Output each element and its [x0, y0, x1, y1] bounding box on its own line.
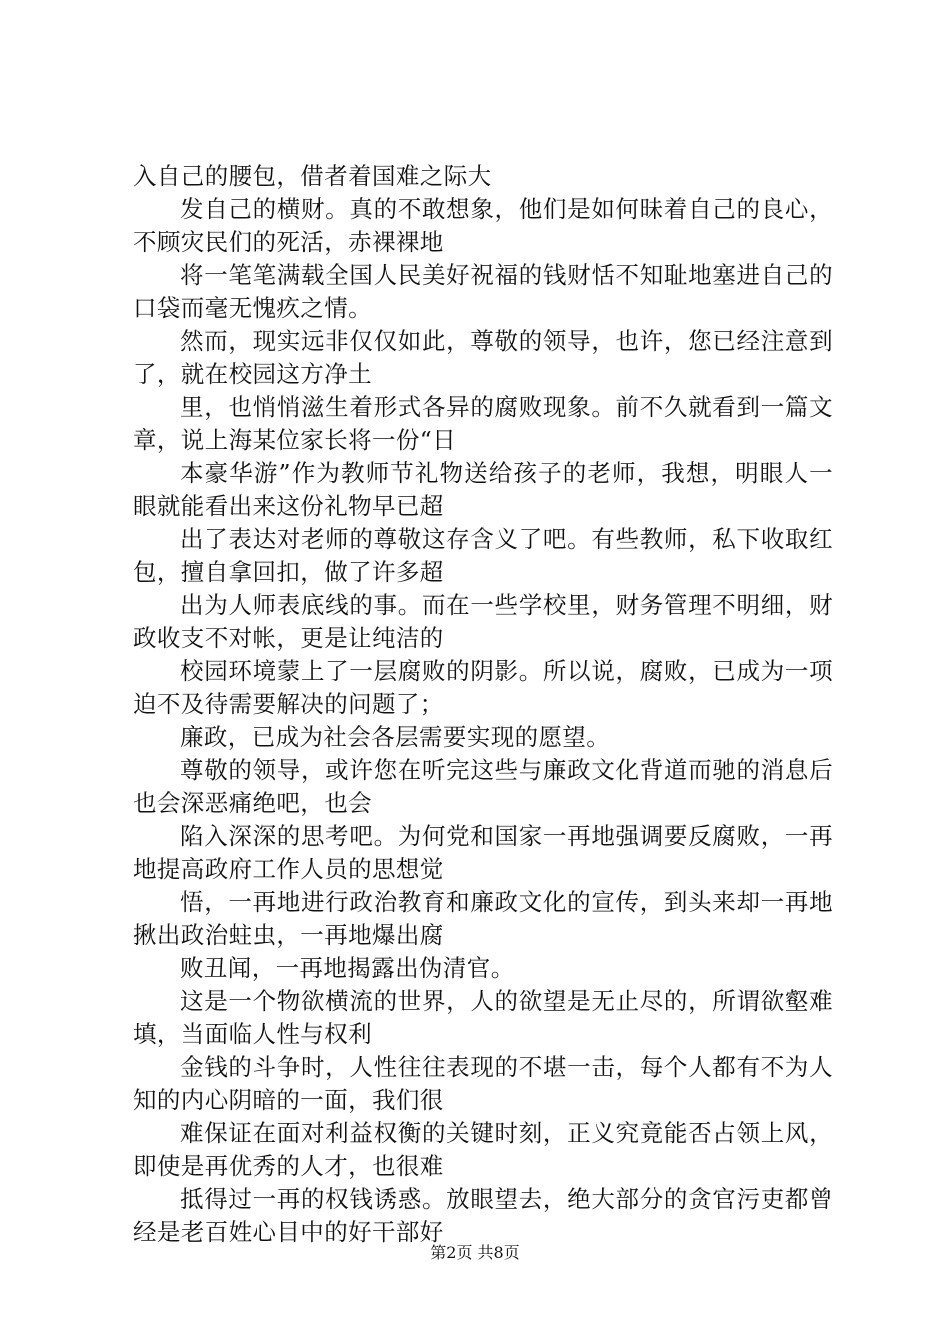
paragraph: 败丑闻，一再地揭露出伪清官。	[180, 954, 515, 982]
paragraph: 这是一个物欲横流的世界，人的欲望是无止尽的，所谓欲壑难填，当面临人性与权利	[133, 987, 833, 1048]
paragraph: 将一笔笔满载全国人民美好祝福的钱财恬不知耻地塞进自己的口袋而毫无愧疚之情。	[133, 261, 833, 322]
paragraph: 廉政，已成为社会各层需要实现的愿望。	[180, 723, 611, 751]
paragraph: 出了表达对老师的尊敬这存含义了吧。有些教师，私下收取红包，擅自拿回扣，做了许多超	[133, 525, 833, 586]
paragraph: 悟，一再地进行政治教育和廉政文化的宣传，到头来却一再地揪出政治蛀虫，一再地爆出腐	[133, 888, 833, 949]
page-number: 第2页	[430, 1243, 473, 1262]
document-body	[133, 160, 833, 1249]
paragraph: 入自己的腰包，借者着国难之际大	[133, 162, 492, 190]
page-footer	[0, 1242, 950, 1264]
paragraph: 金钱的斗争时，人性往往表现的不堪一击，每个人都有不为人知的内心阴暗的一面，我们很	[133, 1053, 833, 1114]
paragraph: 然而，现实远非仅仅如此，尊敬的领导，也许，您已经注意到了，就在校园这方净土	[133, 327, 833, 388]
paragraph: 陷入深深的思考吧。为何党和国家一再地强调要反腐败，一再地提高政府工作人员的思想觉	[133, 822, 833, 883]
paragraph: 出为人师表底线的事。而在一些学校里，财务管理不明细，财政收支不对帐，更是让纯洁的	[133, 591, 833, 652]
paragraph: 校园环境蒙上了一层腐败的阴影。所以说，腐败，已成为一项迫不及待需要解决的问题了；	[133, 657, 833, 718]
paragraph: 发自己的横财。真的不敢想象，他们是如何昧着自己的良心，不顾灾民们的死活，赤裸裸地	[133, 195, 833, 256]
paragraph: 里，也悄悄滋生着形式各异的腐败现象。前不久就看到一篇文章，说上海某位家长将一份“日	[133, 393, 833, 454]
paragraph: 本豪华游”作为教师节礼物送给孩子的老师，我想，明眼人一眼就能看出来这份礼物早已超	[133, 459, 833, 520]
paragraph: 尊敬的领导，或许您在听完这些与廉政文化背道而驰的消息后也会深恶痛绝吧，也会	[133, 756, 833, 817]
paragraph: 抵得过一再的权钱诱惑。放眼望去，绝大部分的贪官污吏都曾经是老百姓心目中的好干部好	[133, 1185, 833, 1246]
paragraph: 难保证在面对利益权衡的关键时刻，正义究竟能否占领上风，即使是再优秀的人才，也很难	[133, 1119, 833, 1180]
page-total: 共8页	[477, 1243, 520, 1262]
